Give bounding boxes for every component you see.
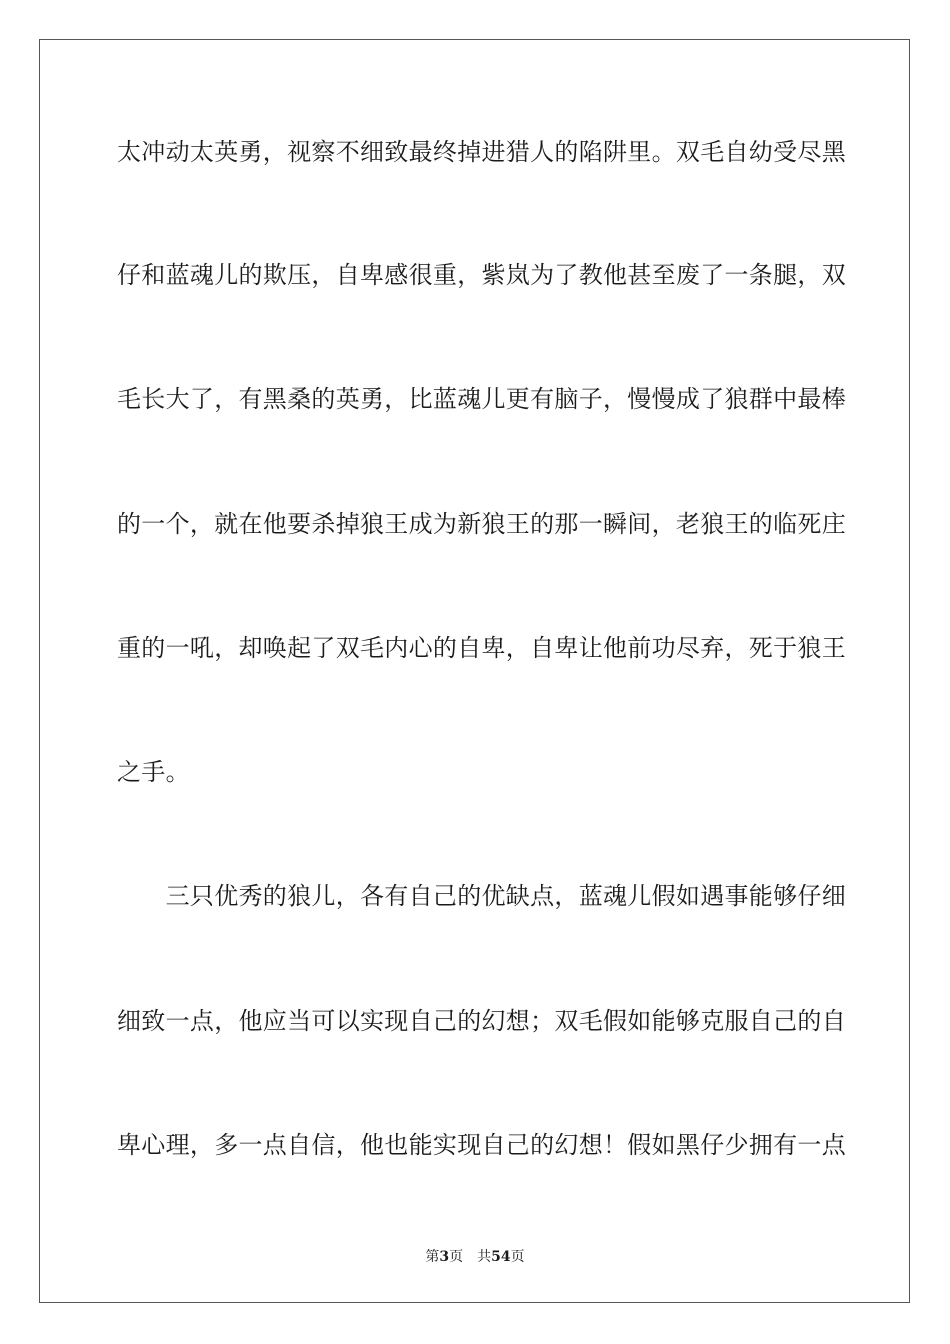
- body-text-line: 重的一吼，却唤起了双毛内心的自卑，自卑让他前功尽弃，死于狼王: [117, 634, 846, 662]
- body-text-line: 太冲动太英勇，视察不细致最终掉进猎人的陷阱里。双毛自幼受尽黑: [117, 138, 846, 166]
- total-suffix: 页: [510, 1249, 525, 1265]
- page-suffix: 页: [449, 1249, 464, 1265]
- total-pages: 54: [491, 1249, 511, 1265]
- body-text-line: 细致一点，他应当可以实现自己的幻想；双毛假如能够克服自己的自: [117, 1007, 846, 1035]
- page-prefix: 第: [425, 1249, 440, 1265]
- body-text-line: 的一个，就在他要杀掉狼王成为新狼王的那一瞬间，老狼王的临死庄: [117, 510, 846, 538]
- body-text-line: 卑心理，多一点自信，他也能实现自己的幻想！假如黑仔少拥有一点: [117, 1131, 846, 1159]
- body-text-line: 三只优秀的狼儿，各有自己的优缺点，蓝魂儿假如遇事能够仔细: [117, 882, 846, 910]
- body-text-line: 仔和蓝魂儿的欺压，自卑感很重，紫岚为了教他甚至废了一条腿，双: [117, 261, 846, 289]
- body-text-line: 毛长大了，有黑桑的英勇，比蓝魂儿更有脑子，慢慢成了狼群中最棒: [117, 385, 846, 413]
- page-border: [39, 39, 910, 1303]
- body-text-line: 之手。: [117, 758, 190, 786]
- page-footer: [0, 1248, 950, 1266]
- total-prefix: 共: [477, 1249, 492, 1265]
- page-number: 3: [439, 1249, 450, 1265]
